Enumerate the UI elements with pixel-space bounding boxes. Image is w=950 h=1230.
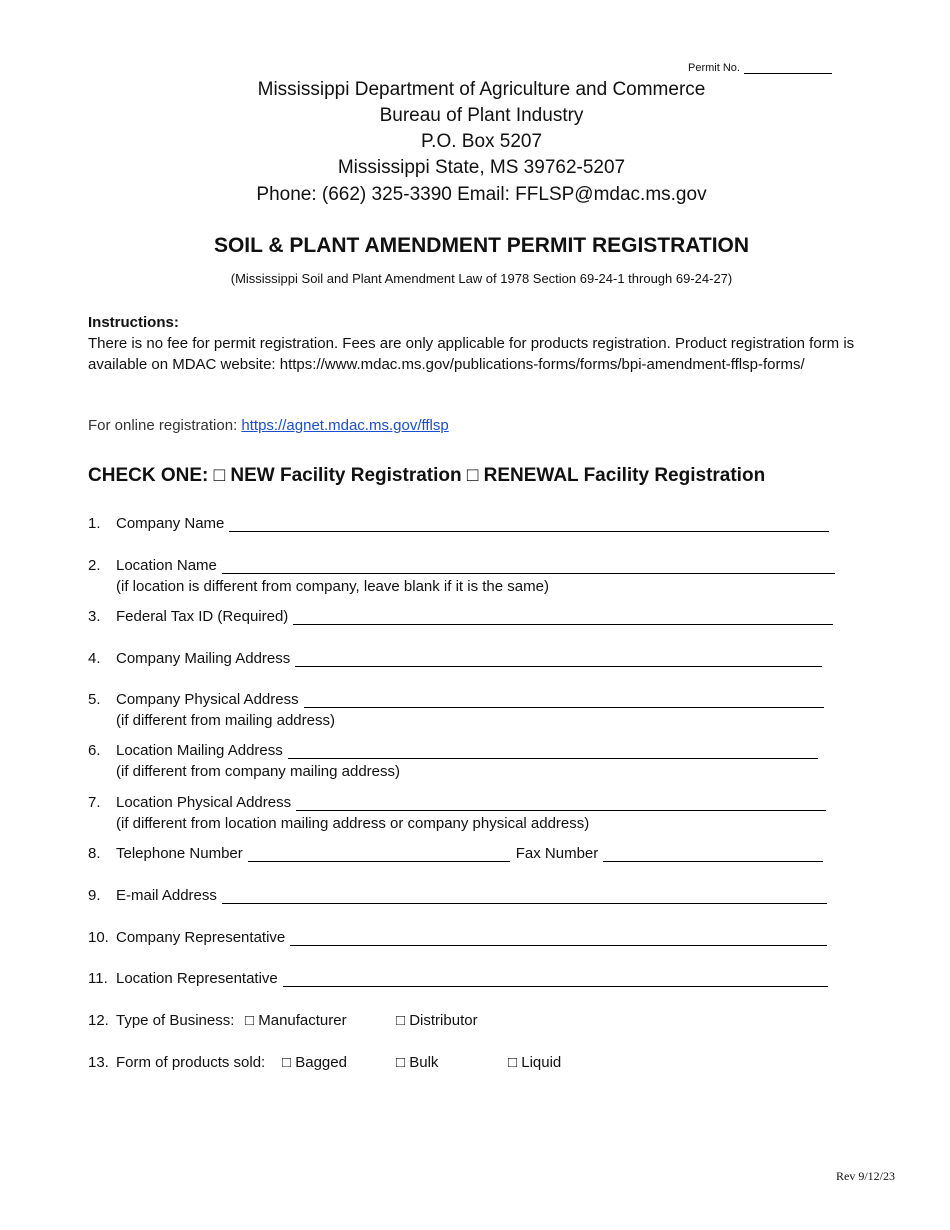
location-representative-field[interactable] [283, 972, 828, 987]
location-name-field[interactable] [222, 559, 835, 574]
field-label: Form of products sold: [116, 1054, 266, 1071]
check-one-label: CHECK ONE: [88, 465, 209, 486]
instructions-heading: Instructions: [88, 314, 179, 331]
field-label: Company Representative [116, 929, 286, 946]
online-label: For online registration: [88, 417, 242, 434]
item-number: 2. [88, 557, 101, 574]
permit-number [688, 62, 832, 74]
item-number: 5. [88, 691, 101, 708]
field-label: Telephone Number [116, 845, 243, 862]
fax-field[interactable] [603, 847, 823, 862]
location-physical-address-field[interactable] [296, 796, 826, 811]
field-label: E-mail Address [116, 887, 217, 904]
field-label: Company Mailing Address [116, 650, 291, 667]
company-representative-field[interactable] [290, 931, 827, 946]
company-physical-address-field[interactable] [304, 693, 824, 708]
new-checkbox[interactable]: □ [213, 465, 226, 486]
header-city: Mississippi State, MS 39762-5207 [337, 157, 626, 178]
bulk-checkbox[interactable]: □ Bulk [396, 1054, 439, 1071]
header-bureau: Bureau of Plant Industry [379, 105, 584, 126]
field-label: Location Name [116, 557, 217, 574]
revision-date: Rev 9/12/23 [836, 1169, 895, 1183]
permit-number-label: Permit No. [688, 62, 740, 74]
new-label: NEW Facility Registration [230, 465, 462, 486]
item-number: 4. [88, 650, 101, 667]
renewal-label: RENEWAL Facility Registration [483, 465, 766, 486]
item-number: 3. [88, 608, 101, 625]
bagged-checkbox[interactable]: □ Bagged [282, 1054, 347, 1071]
form-title: SOIL & PLANT AMENDMENT PERMIT REGISTRATION [213, 234, 750, 257]
header-contact: Phone: (662) 325-3390 Email: FFLSP@mdac.ms.gov [256, 184, 707, 205]
field-note: (if different from location mailing address or company physical address) [116, 815, 590, 832]
telephone-field[interactable] [248, 847, 510, 862]
field-label: Location Physical Address [116, 794, 292, 811]
company-name-field[interactable] [229, 517, 829, 532]
manufacturer-checkbox[interactable]: □ Manufacturer [245, 1012, 347, 1029]
distributor-checkbox[interactable]: □ Distributor [396, 1012, 478, 1029]
federal-tax-id-field[interactable] [293, 610, 833, 625]
field-label: Location Representative [116, 970, 278, 987]
field-label: Type of Business: [116, 1012, 235, 1029]
item-number: 6. [88, 742, 101, 759]
form-subtitle: (Mississippi Soil and Plant Amendment Law of 1978 Section 69-24-1 through 69-24-27) [230, 271, 733, 286]
field-note: (if different from mailing address) [116, 712, 335, 729]
renewal-checkbox[interactable]: □ [466, 465, 479, 486]
item-number: 9. [88, 887, 101, 904]
permit-number-field[interactable] [744, 63, 832, 74]
field-note: (if location is different from company, leave blank if it is the same) [116, 578, 549, 595]
item-number: 12. [88, 1012, 109, 1029]
header-org: Mississippi Department of Agriculture and Commerce [257, 79, 706, 100]
instructions [88, 312, 878, 375]
header-po-box: P.O. Box 5207 [420, 131, 543, 152]
check-one [88, 465, 765, 487]
item-number: 11. [88, 970, 108, 987]
fax-label: Fax Number [515, 845, 599, 862]
company-mailing-address-field[interactable] [295, 652, 822, 667]
field-note: (if different from company mailing address) [116, 763, 401, 780]
online-registration [88, 417, 449, 434]
item-number: 1. [88, 515, 101, 532]
email-field[interactable] [222, 889, 827, 904]
field-label: Company Name [116, 515, 225, 532]
item-number: 7. [88, 794, 101, 811]
item-form-of-products [88, 1054, 888, 1074]
field-label: Company Physical Address [116, 691, 299, 708]
item-number: 8. [88, 845, 101, 862]
liquid-checkbox[interactable]: □ Liquid [508, 1054, 562, 1071]
item-number: 10. [88, 929, 109, 946]
field-label: Federal Tax ID (Required) [116, 608, 289, 625]
location-mailing-address-field[interactable] [288, 744, 818, 759]
field-label: Location Mailing Address [116, 742, 283, 759]
online-registration-link[interactable]: https://agnet.mdac.ms.gov/fflsp [241, 417, 449, 434]
item-type-of-business [88, 1012, 888, 1032]
instructions-body: There is no fee for permit registration. Fees are only applicable for products registration. Product registration form is available on MDAC website: https://www.mdac.ms.gov/publications-forms/forms/bpi-amendment-fflsp-forms/ [88, 335, 855, 373]
item-number: 13. [88, 1054, 109, 1071]
